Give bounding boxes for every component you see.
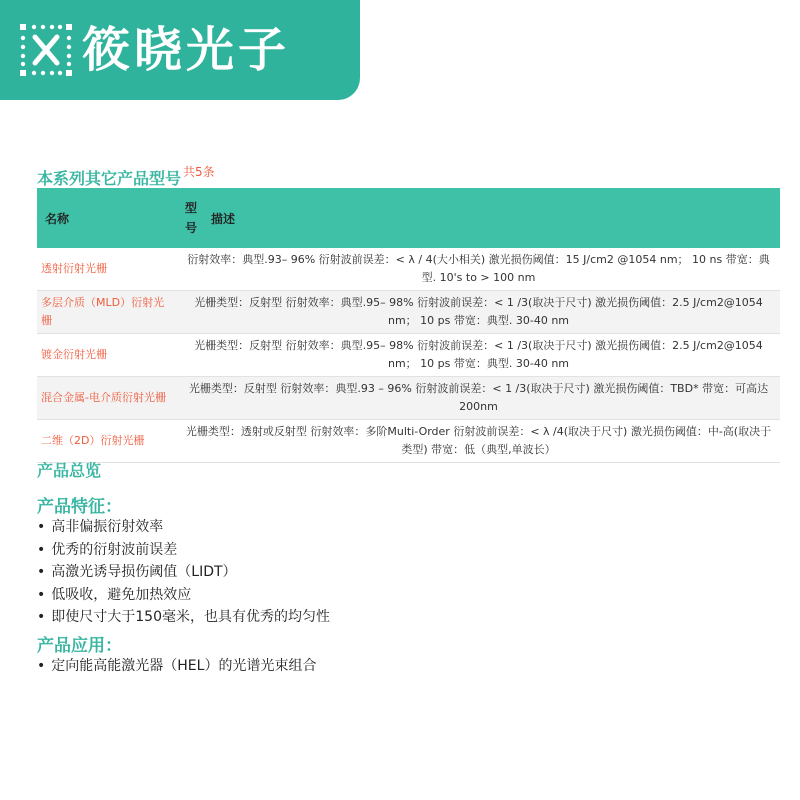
product-desc: 衍射效率：典型.93– 96% 衍射波前误差：< λ / 4(大小相关) 激光损伤阈值：15 J/cm2 @1054 nm； 10 ns 带宽：典型. 10's to > 100 nm [187, 253, 770, 284]
column-model-label: 型号 [184, 201, 197, 235]
brand-logo-icon [18, 22, 74, 78]
product-desc: 光栅类型：反射型 衍射效率：典型.95– 98% 衍射波前误差：< 1 /3(取决于尺寸) 激光损伤阈值：2.5 J/cm2@1054 nm； 10 ps 带宽：典型. 30-40 nm [194, 296, 763, 327]
applications-list [37, 655, 316, 677]
brand-banner [0, 0, 360, 100]
table-row [37, 334, 780, 377]
feature-item: • 高非偏振衍射效率 [37, 516, 330, 539]
feature-item: • 优秀的衍射波前误差 [37, 539, 330, 562]
table-row [37, 420, 780, 463]
column-name-header: 名称 [37, 188, 177, 248]
product-desc: 光栅类型：反射型 衍射效率：典型.95– 98% 衍射波前误差：< 1 /3(取决于尺寸) 激光损伤阈值：2.5 J/cm2@1054 nm； 10 ps 带宽：典型. 30-40 nm [194, 339, 763, 370]
series-heading [37, 166, 215, 189]
product-name-link[interactable]: 镀金衍射光栅 [41, 348, 107, 361]
feature-item: • 即使尺寸大于150毫米，也具有优秀的均匀性 [37, 606, 330, 629]
product-desc: 光栅类型：反射型 衍射效率：典型.93 – 96% 衍射波前误差：< 1 /3(取决于尺寸) 激光损伤阈值：TBD* 带宽：可高达200nm [188, 382, 769, 413]
table-header-row [37, 188, 780, 248]
feature-item: • 高激光诱导损伤阈值（LIDT） [37, 561, 330, 584]
product-series-table [37, 188, 780, 463]
brand-name: 筱晓光子 [82, 22, 291, 78]
product-name-link[interactable]: 透射衍射光栅 [41, 262, 107, 275]
series-title: 本系列其它产品型号 [37, 169, 182, 188]
table-row [37, 248, 780, 291]
feature-item: • 低吸收，避免加热效应 [37, 584, 330, 607]
series-count: 共5条 [183, 165, 215, 179]
table-row [37, 377, 780, 420]
applications-heading: 产品应用： [37, 636, 122, 656]
features-heading: 产品特征： [37, 497, 122, 517]
product-name-link[interactable]: 多层介质（MLD）衍射光栅 [41, 296, 165, 327]
product-name-link[interactable]: 二维（2D）衍射光栅 [41, 434, 145, 447]
column-desc-header: 描述 [205, 188, 780, 248]
column-model-header [177, 188, 205, 248]
application-item: • 定向能高能激光器（HEL）的光谱光束组合 [37, 655, 316, 677]
product-name-link[interactable]: 混合金属-电介质衍射光栅 [41, 391, 166, 404]
product-desc: 光栅类型：透射或反射型 衍射效率：多阶Multi-Order 衍射波前误差：< λ /4(取决于尺寸) 激光损伤阈值：中-高(取决于类型) 带宽：低（典型,单波长） [185, 425, 772, 456]
features-list [37, 516, 330, 629]
table-row [37, 291, 780, 334]
overview-heading: 产品总览 [37, 461, 102, 480]
